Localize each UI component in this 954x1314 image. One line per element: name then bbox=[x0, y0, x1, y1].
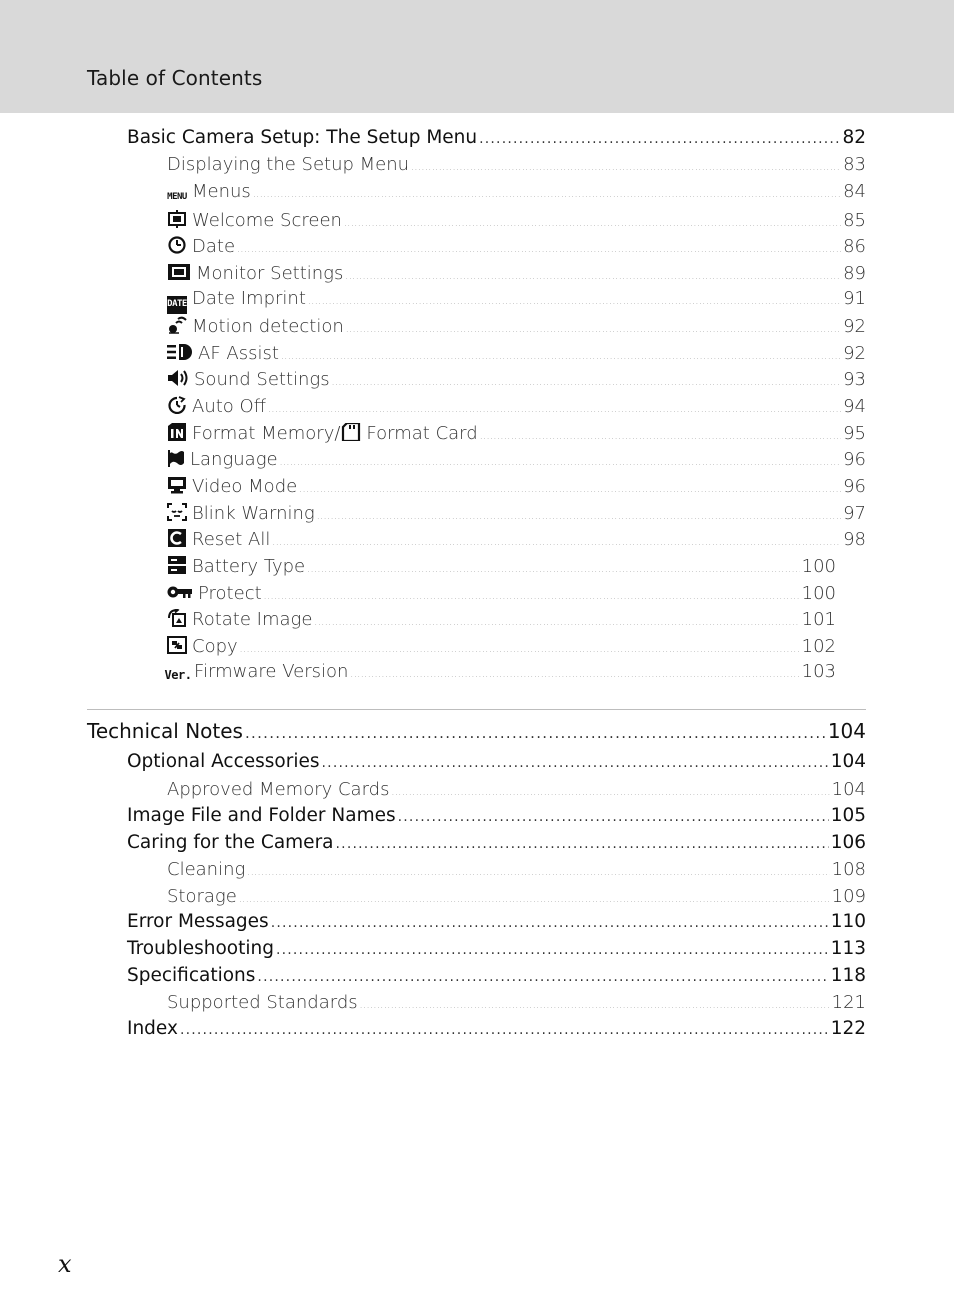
toc-entry-page: 96 bbox=[843, 476, 866, 497]
leader-dots bbox=[264, 592, 800, 602]
welcome-screen-icon bbox=[167, 210, 187, 228]
toc-entry-welcome-screen[interactable] bbox=[167, 208, 866, 231]
toc-entry-label: Optional Accessories bbox=[127, 751, 320, 772]
leader-dots bbox=[247, 868, 829, 878]
leader-dots bbox=[314, 618, 799, 628]
toc-entry-page: 101 bbox=[801, 609, 836, 630]
toc-entry-label: Protect bbox=[198, 583, 262, 604]
toc-entry-reset-all[interactable] bbox=[167, 527, 866, 550]
leader-dots bbox=[276, 942, 829, 958]
toc-entry-copy[interactable] bbox=[167, 634, 836, 657]
toc-entry-label: Firmware Version bbox=[194, 661, 349, 682]
toc-entry-index[interactable] bbox=[127, 1018, 866, 1039]
toc-entry-label: Reset All bbox=[192, 529, 271, 550]
toc-entry-label: Basic Camera Setup: The Setup Menu bbox=[127, 127, 478, 148]
toc-entry-storage[interactable] bbox=[167, 886, 866, 907]
firmware-version-icon: Ver. bbox=[164, 668, 192, 682]
toc-entry-label: Cleaning bbox=[167, 859, 246, 880]
header-title: Table of Contents bbox=[87, 66, 263, 90]
leader-dots bbox=[280, 458, 842, 468]
toc-entry-page: 100 bbox=[801, 556, 836, 577]
blink-warning-icon bbox=[167, 503, 187, 521]
toc-entry-page: 98 bbox=[843, 529, 866, 550]
leader-dots bbox=[479, 131, 840, 147]
toc-entry-label: Battery Type bbox=[192, 556, 306, 577]
toc-entry-page: 82 bbox=[842, 127, 866, 148]
toc-entry-label: Caring for the Camera bbox=[127, 832, 334, 853]
toc-entry-label: Index bbox=[127, 1018, 178, 1039]
leader-dots bbox=[307, 565, 800, 575]
toc-entry-label: Menus bbox=[192, 181, 251, 202]
toc-entry-label: Sound Settings bbox=[194, 369, 330, 390]
toc-entry-cleaning[interactable] bbox=[167, 859, 866, 880]
video-mode-icon bbox=[167, 476, 187, 494]
toc-entry-error-messages[interactable] bbox=[127, 911, 866, 932]
rotate-image-icon bbox=[167, 609, 187, 627]
internal-memory-icon bbox=[167, 423, 187, 441]
toc-entry-label: Blink Warning bbox=[192, 503, 315, 524]
leader-dots bbox=[271, 915, 829, 931]
speaker-icon bbox=[167, 369, 189, 387]
motion-detection-icon bbox=[167, 316, 187, 334]
key-icon bbox=[167, 583, 193, 601]
toc-entry-rotate-image[interactable] bbox=[167, 607, 836, 630]
toc-entry-approved-memory-cards[interactable] bbox=[167, 779, 866, 800]
leader-dots bbox=[398, 809, 829, 825]
toc-entry-auto-off[interactable] bbox=[167, 394, 866, 417]
leader-dots bbox=[308, 297, 841, 307]
leader-dots bbox=[240, 645, 800, 655]
menu-icon: MENU bbox=[167, 192, 187, 202]
copy-icon bbox=[167, 636, 187, 654]
leader-dots bbox=[317, 512, 841, 522]
leader-dots bbox=[257, 969, 828, 985]
memory-card-icon bbox=[341, 423, 361, 441]
af-assist-icon bbox=[167, 343, 193, 361]
toc-entry-troubleshooting[interactable] bbox=[127, 938, 866, 959]
leader-dots bbox=[345, 272, 841, 282]
leader-dots bbox=[332, 378, 841, 388]
auto-off-icon bbox=[167, 396, 187, 414]
toc-entry-monitor-settings[interactable] bbox=[167, 261, 866, 284]
toc-entry-label-card: Format Card bbox=[366, 423, 478, 444]
clock-icon bbox=[167, 236, 187, 254]
toc-entry-firmware-version[interactable] bbox=[164, 661, 836, 682]
toc-entry-page: 121 bbox=[831, 992, 866, 1013]
toc-entry-specifications[interactable] bbox=[127, 965, 866, 986]
leader-dots bbox=[268, 405, 841, 415]
toc-entry-page: 85 bbox=[843, 210, 866, 231]
toc-entry-sound-settings[interactable] bbox=[167, 367, 866, 390]
toc-entry-page: 92 bbox=[843, 316, 866, 337]
leader-dots bbox=[411, 163, 841, 173]
toc-entry-page: 89 bbox=[843, 263, 866, 284]
toc-entry-label: Troubleshooting bbox=[127, 938, 274, 959]
toc-entry-page: 91 bbox=[843, 288, 866, 309]
toc-entry-label: Supported Standards bbox=[167, 992, 358, 1013]
leader-dots bbox=[281, 352, 841, 362]
toc-entry-page: 110 bbox=[830, 911, 866, 932]
toc-entry-page: 86 bbox=[843, 236, 866, 257]
leader-dots bbox=[346, 325, 841, 335]
toc-entry-setup[interactable] bbox=[127, 127, 866, 148]
leader-dots bbox=[344, 219, 841, 229]
language-icon bbox=[167, 449, 185, 467]
toc-entry-page: 92 bbox=[843, 343, 866, 364]
leader-dots bbox=[360, 1001, 830, 1011]
leader-dots bbox=[253, 190, 841, 200]
toc-entry-page: 100 bbox=[801, 583, 836, 604]
toc-entry-page: 97 bbox=[843, 503, 866, 524]
toc-entry-label: Error Messages bbox=[127, 911, 269, 932]
toc-entry-label: Welcome Screen bbox=[192, 210, 342, 231]
leader-dots bbox=[336, 836, 829, 852]
leader-dots bbox=[391, 788, 829, 798]
toc-entry-page: 104 bbox=[831, 779, 866, 800]
toc-entry-label: Date bbox=[192, 236, 236, 257]
date-imprint-icon: DATE bbox=[167, 296, 187, 314]
toc-entry-label: Technical Notes bbox=[87, 719, 243, 743]
leader-dots bbox=[239, 895, 830, 905]
toc-entry-page: 84 bbox=[843, 181, 866, 202]
toc-entry-page: 106 bbox=[830, 832, 866, 853]
leader-dots bbox=[180, 1022, 829, 1038]
toc-entry-image-file-folder-names[interactable] bbox=[127, 805, 866, 826]
toc-entry-battery-type[interactable] bbox=[167, 554, 836, 577]
toc-entry-label: Approved Memory Cards bbox=[167, 779, 390, 800]
toc-entry-label: Storage bbox=[167, 886, 237, 907]
toc-entry-label: Video Mode bbox=[192, 476, 298, 497]
toc-entry-label: Auto Off bbox=[192, 396, 267, 417]
leader-dots bbox=[350, 670, 799, 680]
toc-entry-page: 122 bbox=[830, 1018, 866, 1039]
toc-entry-page: 96 bbox=[843, 449, 866, 470]
leader-dots bbox=[272, 538, 841, 548]
page-header bbox=[0, 0, 954, 113]
toc-entry-page: 109 bbox=[831, 886, 866, 907]
toc-entry-page: 103 bbox=[801, 661, 836, 682]
leader-dots bbox=[237, 245, 841, 255]
monitor-icon bbox=[167, 263, 191, 281]
toc-entry-label: Displaying the Setup Menu bbox=[167, 154, 410, 175]
toc-entry-page: 102 bbox=[801, 636, 836, 657]
section-divider bbox=[87, 709, 866, 710]
toc-entry-displaying-setup-menu[interactable] bbox=[167, 154, 866, 175]
toc-entry-label: AF Assist bbox=[198, 343, 279, 364]
toc-entry-label: Format Memory/ bbox=[192, 423, 341, 444]
toc-entry-label: Copy bbox=[192, 636, 238, 657]
toc-entry-page: 113 bbox=[830, 938, 866, 959]
toc-entry-blink-warning[interactable] bbox=[167, 501, 866, 524]
leader-dots bbox=[322, 755, 829, 771]
toc-entry-label: Image File and Folder Names bbox=[127, 805, 396, 826]
toc-entry-page: 104 bbox=[827, 719, 866, 743]
toc-entry-page: 95 bbox=[843, 423, 866, 444]
toc-entry-page: 118 bbox=[830, 965, 866, 986]
toc-entry-protect[interactable] bbox=[167, 581, 836, 604]
toc-entry-page: 108 bbox=[831, 859, 866, 880]
toc-entry-format-memory[interactable] bbox=[167, 421, 866, 444]
toc-entry-label: Language bbox=[190, 449, 278, 470]
toc-entry-page: 93 bbox=[843, 369, 866, 390]
toc-entry-date-imprint[interactable] bbox=[167, 288, 866, 312]
toc-entry-label: Rotate Image bbox=[192, 609, 313, 630]
battery-type-icon bbox=[167, 556, 187, 574]
toc-entry-optional-accessories[interactable] bbox=[127, 751, 866, 772]
toc-entry-label: Motion detection bbox=[192, 316, 344, 337]
toc-entry-page: 94 bbox=[843, 396, 866, 417]
toc-entry-video-mode[interactable] bbox=[167, 474, 866, 497]
leader-dots bbox=[299, 485, 841, 495]
toc-entry-page: 83 bbox=[843, 154, 866, 175]
toc-entry-technical-notes[interactable] bbox=[87, 719, 866, 743]
toc-entry-language[interactable] bbox=[167, 447, 866, 470]
toc-entry-label: Monitor Settings bbox=[196, 263, 344, 284]
toc-entry-supported-standards[interactable] bbox=[167, 992, 866, 1013]
toc-entry-date[interactable] bbox=[167, 234, 866, 257]
reset-icon bbox=[167, 529, 187, 547]
toc-entry-caring-for-camera[interactable] bbox=[127, 832, 866, 853]
toc-entry-page: 105 bbox=[830, 805, 866, 826]
leader-dots bbox=[480, 432, 841, 442]
toc-entry-af-assist[interactable] bbox=[167, 341, 866, 364]
toc-entry-motion-detection[interactable] bbox=[167, 314, 866, 337]
toc-entry-menus[interactable] bbox=[167, 181, 866, 205]
page-number: x bbox=[58, 1250, 72, 1278]
leader-dots bbox=[245, 724, 826, 742]
toc-entry-label: Date Imprint bbox=[192, 288, 306, 309]
toc-entry-label: Specifications bbox=[127, 965, 256, 986]
toc-entry-page: 104 bbox=[830, 751, 866, 772]
